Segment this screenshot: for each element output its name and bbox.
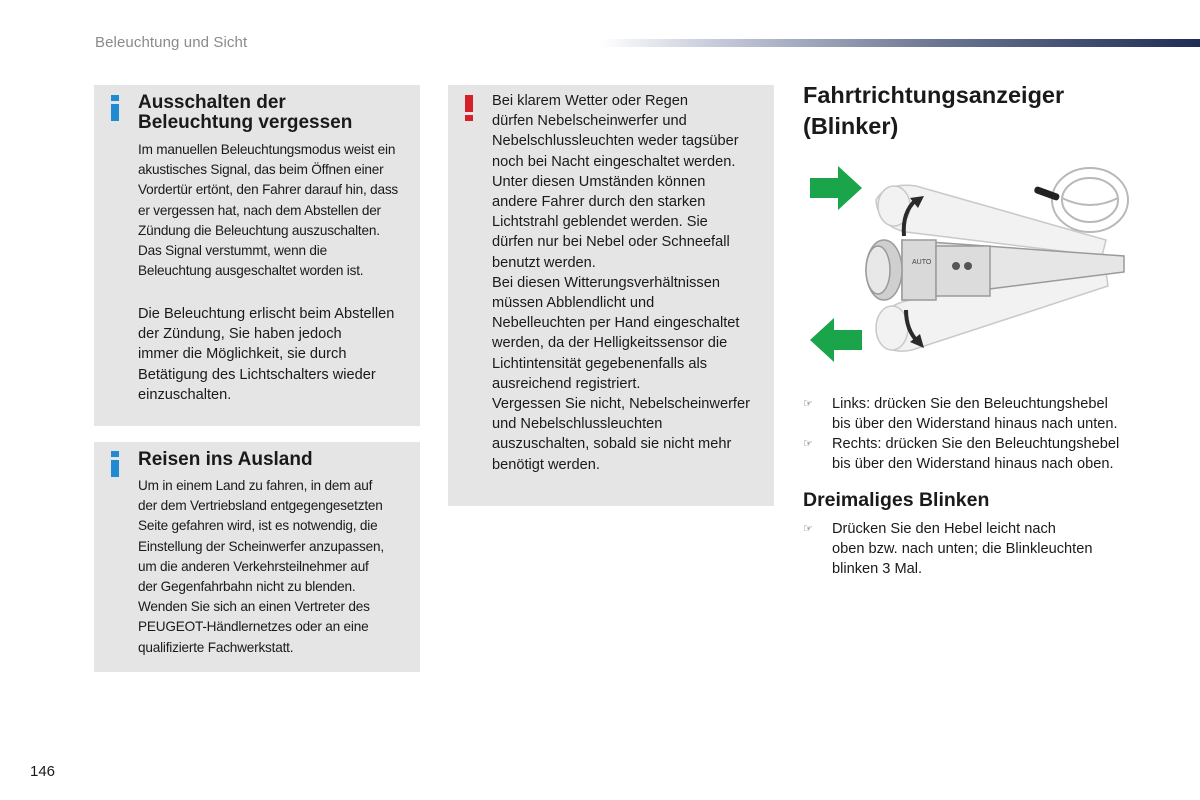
green-arrow-right-icon: [810, 166, 862, 210]
box-paragraph: [138, 304, 418, 405]
text-line: Die Beleuchtung erlischt beim Abstellen: [138, 306, 395, 322]
text-line: er vergessen hat, nach dem Abstellen der: [138, 202, 381, 218]
section-title: Beleuchtung und Sicht: [95, 34, 248, 51]
box-paragraph: [138, 476, 418, 658]
text-line: müssen Abblendlicht und: [492, 295, 655, 312]
pointing-hand-icon: ☞: [803, 438, 813, 450]
text-line: bis über den Widerstand hinaus nach unten.: [832, 416, 1118, 433]
text-line: andere Fahrer durch den starken: [492, 194, 706, 211]
text-line: Betätigung des Lichtschalters wieder: [138, 366, 376, 383]
warning-icon: [465, 95, 473, 121]
text-line: Rechts: drücken Sie den Beleuchtungshebel: [832, 436, 1120, 452]
text-line: noch bei Nacht eingeschaltet werden.: [492, 153, 736, 170]
indicator-stalk-illustration: [806, 160, 1141, 372]
text-line: Bei klarem Wetter oder Regen: [492, 93, 689, 109]
header-gradient-bar: [600, 39, 1200, 47]
text-line: Im manuellen Beleuchtungsmodus weist ein: [138, 142, 396, 157]
info-box-abroad: [94, 442, 420, 672]
section-heading-indicator: [803, 80, 1163, 142]
bullet-right: [803, 434, 1172, 474]
text-line: Seite gefahren wird, ist es notwendig, die: [138, 518, 378, 534]
info-icon: [111, 451, 119, 477]
text-line: Um in einem Land zu fahren, in dem auf: [138, 478, 373, 493]
text-line: einzuschalten.: [138, 386, 232, 403]
text-line: dürfen Nebelscheinwerfer und: [492, 113, 687, 130]
text-line: der dem Vertriebsland entgegengesetzten: [138, 498, 383, 514]
text-line: immer die Möglichkeit, sie durch: [138, 346, 347, 363]
text-line: Wenden Sie sich an einen Vertreter des: [138, 599, 370, 615]
text-line: der Zündung, Sie haben jedoch: [138, 326, 342, 343]
text-line: Beleuchtung ausgeschaltet worden ist.: [138, 263, 364, 279]
text-line: Einstellung der Scheinwerfer anzupassen,: [138, 538, 384, 554]
text-line: blinken 3 Mal.: [832, 561, 923, 578]
text-line: Das Signal verstummt, wenn die: [138, 243, 327, 259]
text-line: Nebelleuchten per Hand eingeschaltet: [492, 315, 740, 332]
subheading-triple-blink: Dreimaliges Blinken: [803, 489, 990, 511]
text-line: benötigt werden.: [492, 456, 600, 473]
text-line: auszuschalten, sobald sie nicht mehr: [492, 436, 732, 453]
text-line: oben bzw. nach unten; die Blinkleuchten: [832, 541, 1093, 558]
box-title: [138, 93, 352, 133]
bullet-left: [803, 394, 1172, 434]
text-line: Zündung die Beleuchtung auszuschalten.: [138, 222, 380, 238]
text-line: ausreichend registriert.: [492, 375, 641, 392]
box-title-line: Ausschalten der: [138, 92, 286, 113]
warning-box-fog-lights: [448, 85, 774, 506]
text-line: benutzt werden.: [492, 254, 596, 271]
text-line: qualifizierte Fachwerkstatt.: [138, 639, 294, 655]
text-line: Vordertür ertönt, den Fahrer darauf hin, dass: [138, 182, 399, 198]
pointing-hand-icon: ☞: [803, 398, 813, 410]
box-title-line: Beleuchtung vergessen: [138, 112, 353, 133]
text-line: werden, da der Helligkeitssensor die: [492, 335, 728, 352]
heading-line: Fahrtrichtungsanzeiger: [803, 82, 1065, 108]
text-line: dürfen nur bei Nebel oder Schneefall: [492, 234, 730, 251]
text-line: Nebelschlussleuchten weder tagsüber: [492, 133, 739, 150]
text-line: und Nebelschlussleuchten: [492, 416, 663, 433]
text-line: Links: drücken Sie den Beleuchtungshebel: [832, 396, 1108, 412]
text-line: Vergessen Sie nicht, Nebelscheinwerfer: [492, 396, 750, 413]
text-line: Lichtstrahl geblendet werden. Sie: [492, 214, 708, 231]
text-line: bis über den Widerstand hinaus nach oben.: [832, 456, 1114, 473]
box-paragraph: [492, 91, 772, 475]
box-title: Reisen ins Ausland: [138, 449, 313, 470]
text-line: Lichtintensität gegebenenfalls als: [492, 355, 708, 372]
info-icon: [111, 95, 119, 121]
text-line: Unter diesen Umständen können: [492, 173, 706, 190]
steering-wheel-icon: [1052, 168, 1128, 232]
text-line: der Gegenfahrbahn nicht zu blenden.: [138, 579, 356, 595]
text-line: um die anderen Verkehrsteilnehmer auf: [138, 558, 369, 574]
heading-line: (Blinker): [803, 113, 899, 139]
pointing-hand-icon: ☞: [803, 523, 813, 535]
bullet-triple-blink: [803, 519, 1172, 580]
text-line: akustisches Signal, das beim Öffnen einer: [138, 162, 384, 178]
text-line: Drücken Sie den Hebel leicht nach: [832, 521, 1056, 537]
box-paragraph: [138, 140, 418, 281]
green-arrow-left-icon: [810, 318, 862, 362]
info-box-forget-lights: [94, 85, 420, 426]
page-number: 146: [30, 763, 56, 780]
text-line: Bei diesen Witterungsverhältnissen: [492, 274, 720, 291]
text-line: PEUGEOT-Händlernetzes oder an eine: [138, 619, 369, 635]
lever-auto-label: AUTO: [912, 259, 932, 266]
